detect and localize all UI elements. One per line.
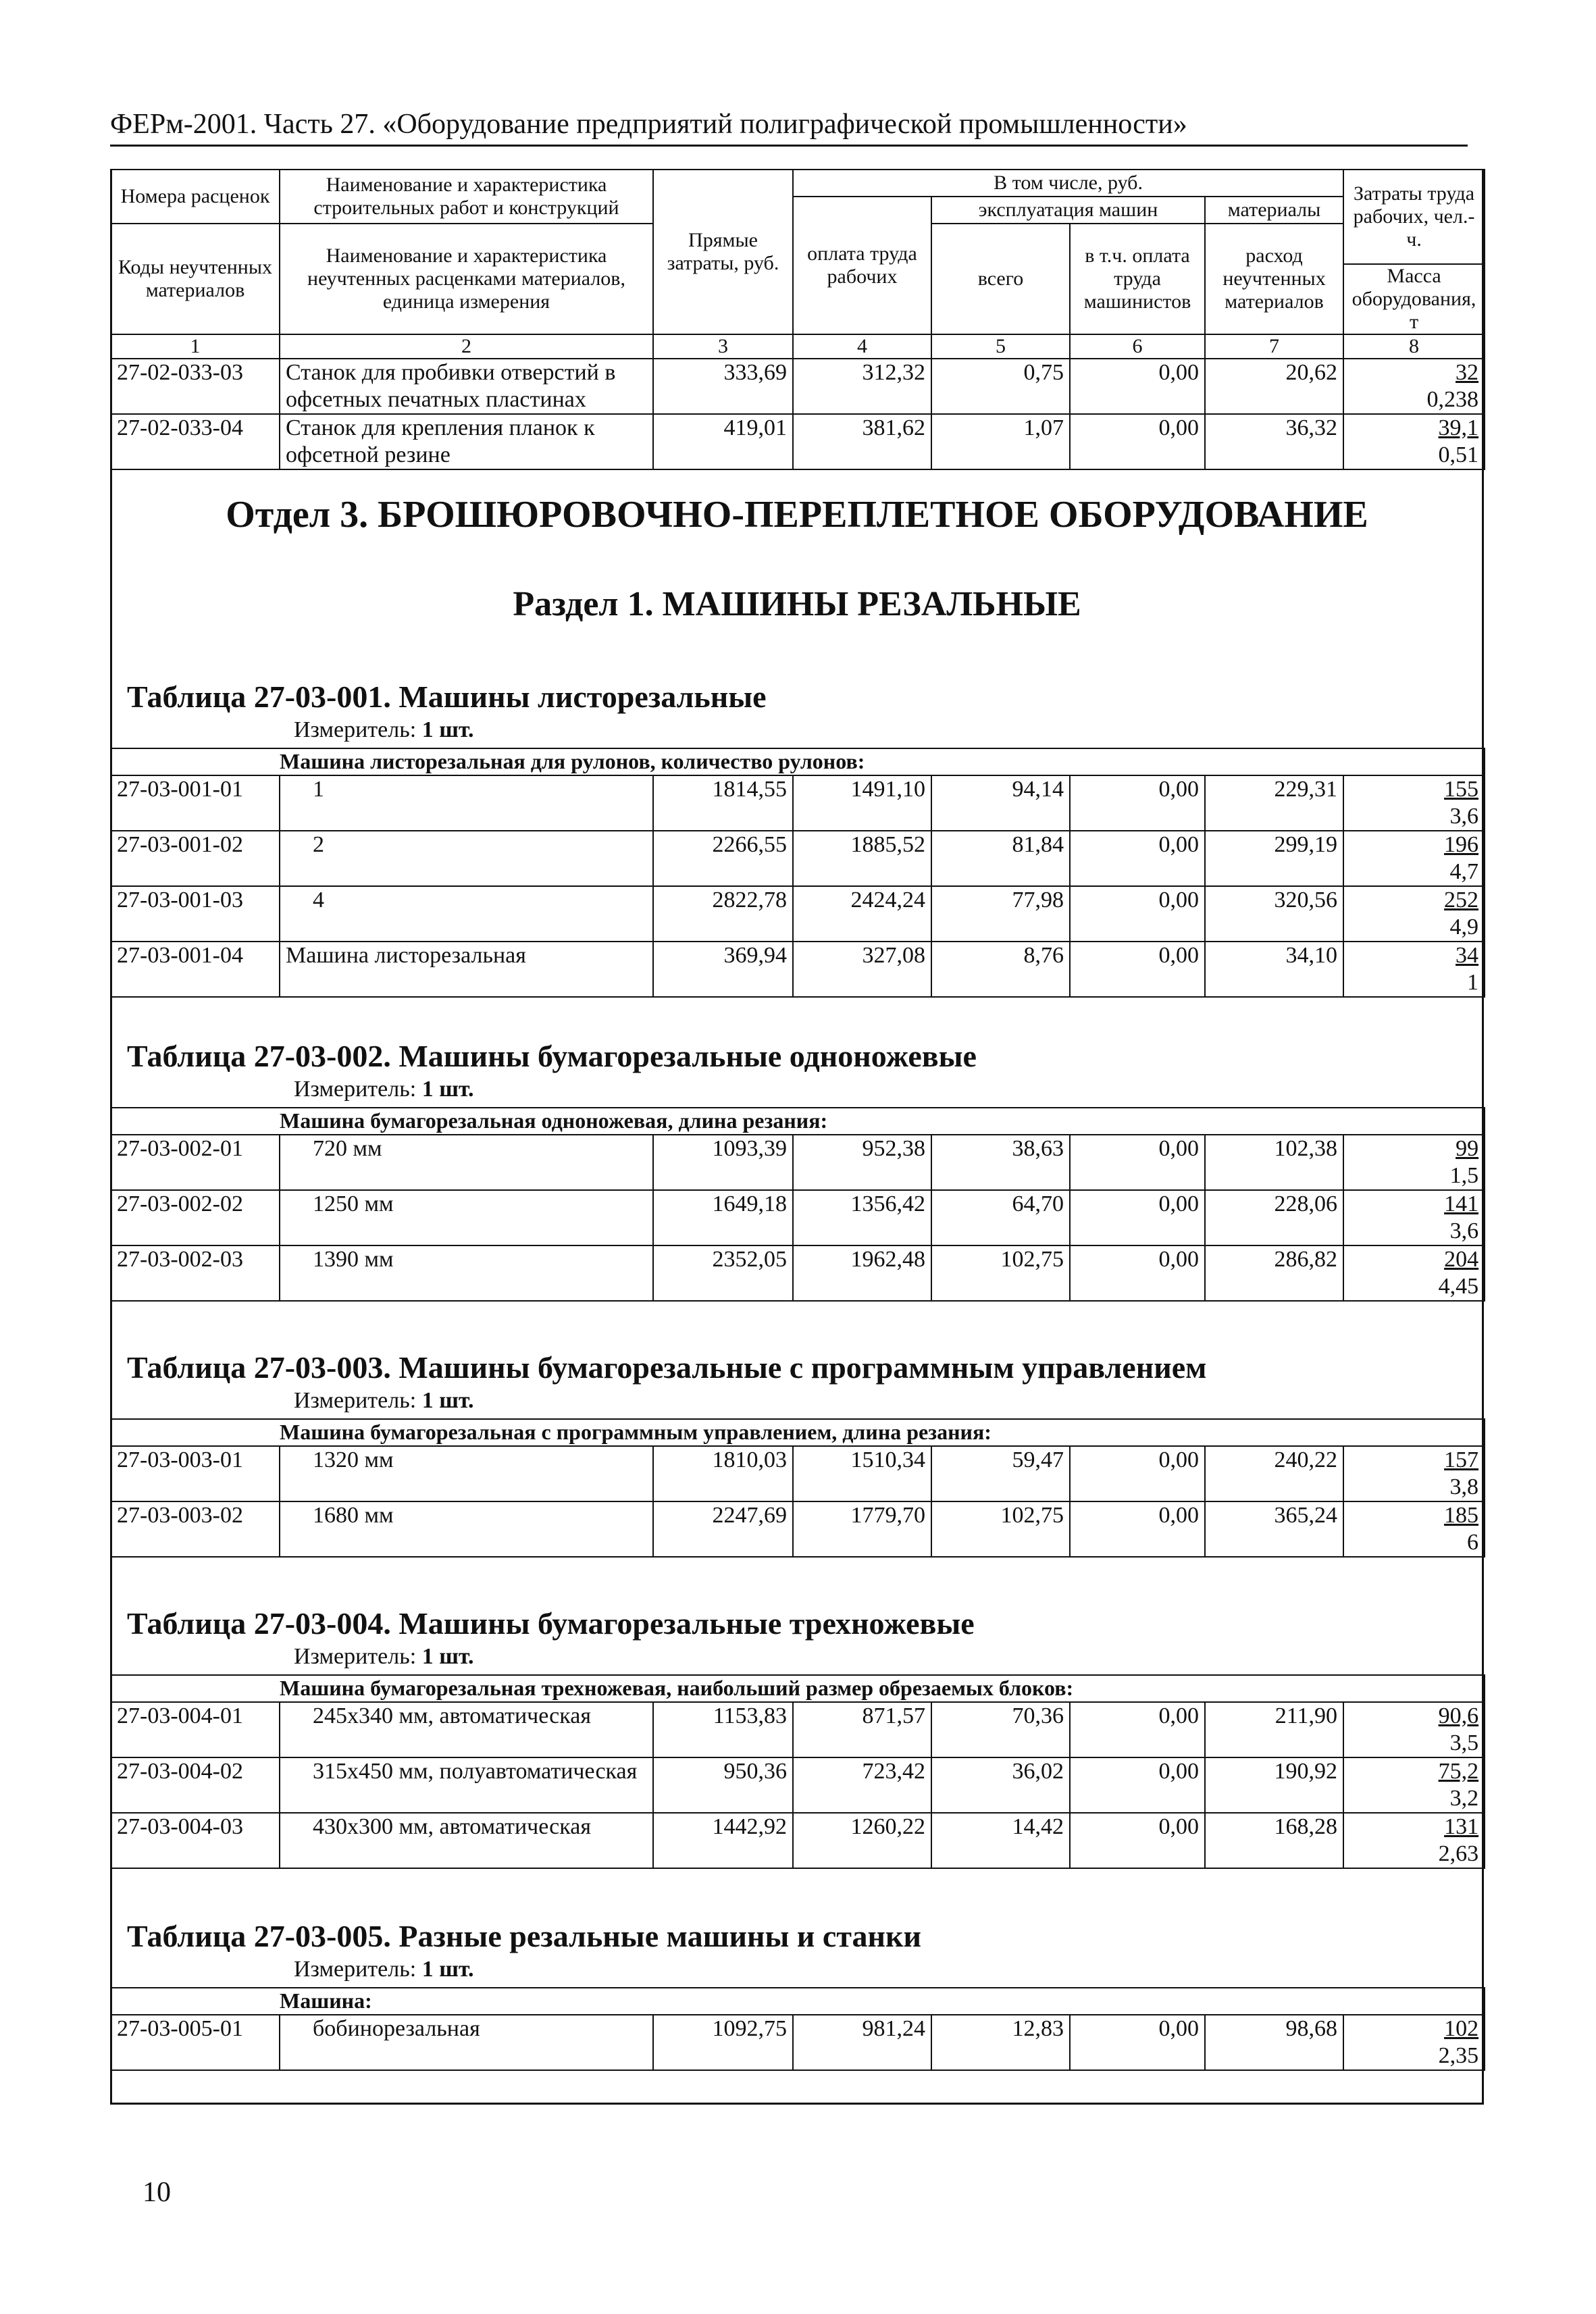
col2-top-header: Наименование и характеристика строительных работ и конструкций xyxy=(280,170,653,224)
direct-costs: 2266,55 xyxy=(653,831,793,886)
labor-pay: 1885,52 xyxy=(793,831,931,886)
labor-and-mass xyxy=(1343,1245,1485,1301)
work-name: 315х450 мм, полуавтоматическая xyxy=(280,1757,653,1813)
table-row xyxy=(111,886,1485,942)
caption-row xyxy=(111,1419,1485,1446)
direct-costs: 1153,83 xyxy=(653,1702,793,1757)
materials-cost: 240,22 xyxy=(1205,1446,1343,1501)
rate-code: 27-03-004-01 xyxy=(111,1702,280,1757)
machine-total: 8,76 xyxy=(931,942,1070,997)
table-row xyxy=(111,1702,1485,1757)
labor-hours: 252 xyxy=(1444,888,1479,912)
table-row xyxy=(111,1135,1485,1190)
table-row xyxy=(111,1245,1485,1301)
col2-bottom-header: Наименование и характеристика неучтенных расценками материалов, единица измерения xyxy=(280,224,653,334)
machinist-pay: 0,00 xyxy=(1070,1446,1205,1501)
labor-and-mass xyxy=(1343,942,1485,997)
rate-table xyxy=(110,1987,1485,2071)
column-number: 8 xyxy=(1343,334,1485,359)
measure-unit xyxy=(294,1388,474,1414)
labor-pay: 1962,48 xyxy=(793,1245,931,1301)
caption-spacer xyxy=(111,1675,280,1702)
table-caption: Машина листорезальная для рулонов, количество рулонов: xyxy=(280,748,1485,775)
col8-top-header: Затраты труда рабочих, чел.-ч. xyxy=(1343,170,1485,264)
labor-pay: 1260,22 xyxy=(793,1813,931,1868)
work-name: Станок для пробивки отверстий в офсетных печатных пластинах xyxy=(280,359,653,414)
table-caption: Машина бумагорезальная с программным управлением, длина резания: xyxy=(280,1419,1485,1446)
caption-row xyxy=(111,1108,1485,1135)
table-row xyxy=(111,1190,1485,1245)
rate-code: 27-03-002-01 xyxy=(111,1135,280,1190)
labor-hours: 141 xyxy=(1444,1191,1479,1216)
rate-table xyxy=(110,748,1485,998)
direct-costs: 333,69 xyxy=(653,359,793,414)
labor-pay: 2424,24 xyxy=(793,886,931,942)
materials-cost: 320,56 xyxy=(1205,886,1343,942)
machine-total: 94,14 xyxy=(931,775,1070,831)
machinist-pay: 0,00 xyxy=(1070,1190,1205,1245)
equipment-mass: 0,51 xyxy=(1438,442,1479,467)
labor-hours: 157 xyxy=(1444,1447,1479,1472)
direct-costs: 419,01 xyxy=(653,414,793,469)
work-name: 1680 мм xyxy=(280,1501,653,1557)
table-title: Таблица 27-03-004. Машины бумагорезальные трехножевые xyxy=(127,1606,975,1641)
labor-hours: 155 xyxy=(1444,777,1479,802)
column-numbers-row xyxy=(111,334,1485,359)
machine-total: 81,84 xyxy=(931,831,1070,886)
labor-and-mass xyxy=(1343,1501,1485,1557)
labor-pay: 1356,42 xyxy=(793,1190,931,1245)
table-title: Таблица 27-03-002. Машины бумагорезальные одноножевые xyxy=(127,1039,977,1073)
caption-spacer xyxy=(111,1419,280,1446)
labor-pay: 381,62 xyxy=(793,414,931,469)
labor-and-mass xyxy=(1343,1446,1485,1501)
direct-costs: 2822,78 xyxy=(653,886,793,942)
materials-cost: 229,31 xyxy=(1205,775,1343,831)
direct-costs: 1092,75 xyxy=(653,2015,793,2070)
work-name: 4 xyxy=(280,886,653,942)
labor-hours: 131 xyxy=(1444,1814,1479,1839)
labor-hours: 34 xyxy=(1456,943,1479,968)
labor-pay: 723,42 xyxy=(793,1757,931,1813)
rate-code: 27-02-033-04 xyxy=(111,414,280,469)
work-name: 1390 мм xyxy=(280,1245,653,1301)
rate-code: 27-03-001-04 xyxy=(111,942,280,997)
work-name: 1250 мм xyxy=(280,1190,653,1245)
table-row xyxy=(111,1446,1485,1501)
work-name: 1320 мм xyxy=(280,1446,653,1501)
equipment-mass: 2,35 xyxy=(1438,2043,1479,2068)
materials-cost: 299,19 xyxy=(1205,831,1343,886)
machine-total: 102,75 xyxy=(931,1501,1070,1557)
materials-cost: 168,28 xyxy=(1205,1813,1343,1868)
direct-costs: 1649,18 xyxy=(653,1190,793,1245)
machinist-pay: 0,00 xyxy=(1070,1757,1205,1813)
in-total-header: В том числе, руб. xyxy=(793,170,1343,197)
rate-table xyxy=(110,1674,1485,1869)
labor-pay: 1491,10 xyxy=(793,775,931,831)
caption-row xyxy=(111,748,1485,775)
column-number: 5 xyxy=(931,334,1070,359)
measure-value: 1 шт. xyxy=(421,1957,474,1982)
rate-code: 27-03-002-02 xyxy=(111,1190,280,1245)
division-title: Отдел 3. БРОШЮРОВОЧНО-ПЕРЕПЛЕТНОЕ ОБОРУДОВАНИЕ xyxy=(226,494,1368,536)
section-subtitle: Раздел 1. МАШИНЫ РЕЗАЛЬНЫЕ xyxy=(513,585,1081,623)
table-title: Таблица 27-03-005. Разные резальные машины и станки xyxy=(127,1919,921,1953)
materials-header: материалы xyxy=(1205,197,1343,224)
equipment-mass: 3,5 xyxy=(1449,1730,1479,1755)
materials-cost: 34,10 xyxy=(1205,942,1343,997)
equipment-mass: 3,8 xyxy=(1449,1474,1479,1499)
labor-and-mass xyxy=(1343,1702,1485,1757)
caption-row xyxy=(111,1675,1485,1702)
machine-total: 36,02 xyxy=(931,1757,1070,1813)
labor-pay: 871,57 xyxy=(793,1702,931,1757)
table-caption: Машина бумагорезальная трехножевая, наибольший размер обрезаемых блоков: xyxy=(280,1675,1485,1702)
measure-unit xyxy=(294,1957,474,1982)
direct-costs: 2352,05 xyxy=(653,1245,793,1301)
measure-value: 1 шт. xyxy=(421,1388,474,1413)
machine-total: 12,83 xyxy=(931,2015,1070,2070)
rate-code: 27-03-004-03 xyxy=(111,1813,280,1868)
table-row xyxy=(111,1757,1485,1813)
equipment-mass: 2,63 xyxy=(1438,1841,1479,1866)
materials-cost: 365,24 xyxy=(1205,1501,1343,1557)
machinist-pay: 0,00 xyxy=(1070,414,1205,469)
labor-and-mass xyxy=(1343,359,1485,414)
equipment-mass: 3,2 xyxy=(1449,1786,1479,1811)
labor-and-mass xyxy=(1343,2015,1485,2070)
machine-total: 102,75 xyxy=(931,1245,1070,1301)
labor-pay: 1779,70 xyxy=(793,1501,931,1557)
col1-bottom-header: Коды неучтенных материалов xyxy=(111,224,280,334)
materials-cost: 286,82 xyxy=(1205,1245,1343,1301)
labor-and-mass xyxy=(1343,1135,1485,1190)
col7-header: расход неучтенных материалов xyxy=(1205,224,1343,334)
measure-label: Измеритель: xyxy=(294,1644,417,1669)
labor-and-mass xyxy=(1343,831,1485,886)
machine-total: 14,42 xyxy=(931,1813,1070,1868)
machinist-pay: 0,00 xyxy=(1070,359,1205,414)
labor-pay: 327,08 xyxy=(793,942,931,997)
column-number: 3 xyxy=(653,334,793,359)
work-name: бобинорезальная xyxy=(280,2015,653,2070)
equipment-mass: 1,5 xyxy=(1449,1163,1479,1188)
labor-pay: 1510,34 xyxy=(793,1446,931,1501)
table-title: Таблица 27-03-003. Машины бумагорезальные с программным управлением xyxy=(127,1350,1207,1385)
machine-total: 70,36 xyxy=(931,1702,1070,1757)
labor-and-mass xyxy=(1343,886,1485,942)
exploitation-header: эксплуатация машин xyxy=(931,197,1205,224)
table-row xyxy=(111,414,1485,469)
equipment-mass: 3,6 xyxy=(1449,1218,1479,1243)
equipment-mass: 4,45 xyxy=(1438,1274,1479,1299)
machinist-pay: 0,00 xyxy=(1070,886,1205,942)
table-caption: Машина бумагорезальная одноножевая, длина резания: xyxy=(280,1108,1485,1135)
column-number: 4 xyxy=(793,334,931,359)
equipment-mass: 4,7 xyxy=(1449,859,1479,884)
rate-code: 27-03-003-02 xyxy=(111,1501,280,1557)
labor-and-mass xyxy=(1343,1813,1485,1868)
machinist-pay: 0,00 xyxy=(1070,942,1205,997)
materials-cost: 36,32 xyxy=(1205,414,1343,469)
rate-table xyxy=(110,1107,1485,1302)
table-caption: Машина: xyxy=(280,1988,1485,2015)
machinist-pay: 0,00 xyxy=(1070,1501,1205,1557)
materials-cost: 211,90 xyxy=(1205,1702,1343,1757)
equipment-mass: 3,6 xyxy=(1449,804,1479,829)
direct-costs: 2247,69 xyxy=(653,1501,793,1557)
caption-spacer xyxy=(111,1108,280,1135)
measure-value: 1 шт. xyxy=(421,1077,474,1102)
materials-cost: 20,62 xyxy=(1205,359,1343,414)
machine-total: 77,98 xyxy=(931,886,1070,942)
labor-and-mass xyxy=(1343,775,1485,831)
direct-costs: 1442,92 xyxy=(653,1813,793,1868)
column-number: 6 xyxy=(1070,334,1205,359)
labor-and-mass xyxy=(1343,1190,1485,1245)
direct-costs: 1814,55 xyxy=(653,775,793,831)
table-row xyxy=(111,2015,1485,2070)
machinist-pay: 0,00 xyxy=(1070,1135,1205,1190)
table-row xyxy=(111,359,1485,414)
page-header: ФЕРм-2001. Часть 27. «Оборудование предприятий полиграфической промышленности» xyxy=(110,108,1468,147)
work-name: Станок для крепления планок к офсетной резине xyxy=(280,414,653,469)
labor-hours: 102 xyxy=(1444,2016,1479,2041)
direct-costs: 369,94 xyxy=(653,942,793,997)
work-name: 245х340 мм, автоматическая xyxy=(280,1702,653,1757)
labor-hours: 90,6 xyxy=(1438,1703,1479,1728)
direct-costs: 950,36 xyxy=(653,1757,793,1813)
labor-hours: 204 xyxy=(1444,1247,1479,1272)
machinist-pay: 0,00 xyxy=(1070,1245,1205,1301)
table-row xyxy=(111,775,1485,831)
rate-code: 27-03-001-03 xyxy=(111,886,280,942)
labor-pay: 981,24 xyxy=(793,2015,931,2070)
column-number: 1 xyxy=(111,334,280,359)
rate-code: 27-03-001-02 xyxy=(111,831,280,886)
equipment-mass: 1 xyxy=(1467,970,1479,995)
caption-spacer xyxy=(111,748,280,775)
materials-cost: 190,92 xyxy=(1205,1757,1343,1813)
caption-row xyxy=(111,1988,1485,2015)
rate-code: 27-03-004-02 xyxy=(111,1757,280,1813)
equipment-mass: 0,238 xyxy=(1426,387,1479,412)
measure-label: Измеритель: xyxy=(294,1388,417,1413)
measure-value: 1 шт. xyxy=(421,717,474,742)
rate-code: 27-03-005-01 xyxy=(111,2015,280,2070)
page-number: 10 xyxy=(143,2177,171,2208)
labor-hours: 32 xyxy=(1456,360,1479,385)
rate-table xyxy=(110,1418,1485,1558)
machinist-pay: 0,00 xyxy=(1070,775,1205,831)
table-row xyxy=(111,1813,1485,1868)
rate-code: 27-02-033-03 xyxy=(111,359,280,414)
column-number: 2 xyxy=(280,334,653,359)
labor-pay: 952,38 xyxy=(793,1135,931,1190)
rate-code: 27-03-003-01 xyxy=(111,1446,280,1501)
work-name: Машина листорезальная xyxy=(280,942,653,997)
table-row xyxy=(111,942,1485,997)
col3-header: Прямые затраты, руб. xyxy=(653,170,793,334)
machine-total: 59,47 xyxy=(931,1446,1070,1501)
col1-top-header: Номера расценок xyxy=(111,170,280,224)
labor-hours: 75,2 xyxy=(1438,1759,1479,1784)
measure-unit xyxy=(294,1077,474,1102)
col6-header: в т.ч. оплата труда машинистов xyxy=(1070,224,1205,334)
work-name: 720 мм xyxy=(280,1135,653,1190)
machine-total: 64,70 xyxy=(931,1190,1070,1245)
labor-hours: 99 xyxy=(1456,1136,1479,1161)
work-name: 430х300 мм, автоматическая xyxy=(280,1813,653,1868)
measure-label: Измеритель: xyxy=(294,1957,417,1982)
caption-spacer xyxy=(111,1988,280,2015)
machinist-pay: 0,00 xyxy=(1070,1702,1205,1757)
machine-total: 38,63 xyxy=(931,1135,1070,1190)
measure-value: 1 шт. xyxy=(421,1644,474,1669)
direct-costs: 1810,03 xyxy=(653,1446,793,1501)
machine-total: 1,07 xyxy=(931,414,1070,469)
measure-unit xyxy=(294,717,474,743)
machine-total: 0,75 xyxy=(931,359,1070,414)
column-header-table xyxy=(110,169,1485,470)
direct-costs: 1093,39 xyxy=(653,1135,793,1190)
equipment-mass: 4,9 xyxy=(1449,915,1479,940)
labor-pay: 312,32 xyxy=(793,359,931,414)
work-name: 1 xyxy=(280,775,653,831)
rate-code: 27-03-002-03 xyxy=(111,1245,280,1301)
measure-label: Измеритель: xyxy=(294,717,417,742)
materials-cost: 98,68 xyxy=(1205,2015,1343,2070)
machinist-pay: 0,00 xyxy=(1070,1813,1205,1868)
labor-hours: 196 xyxy=(1444,832,1479,857)
equipment-mass: 6 xyxy=(1467,1530,1479,1555)
col5-header: всего xyxy=(931,224,1070,334)
measure-label: Измеритель: xyxy=(294,1077,417,1102)
machinist-pay: 0,00 xyxy=(1070,2015,1205,2070)
labor-and-mass xyxy=(1343,1757,1485,1813)
machinist-pay: 0,00 xyxy=(1070,831,1205,886)
labor-hours: 185 xyxy=(1444,1503,1479,1528)
column-number: 7 xyxy=(1205,334,1343,359)
rate-code: 27-03-001-01 xyxy=(111,775,280,831)
labor-and-mass xyxy=(1343,414,1485,469)
measure-unit xyxy=(294,1644,474,1670)
work-name: 2 xyxy=(280,831,653,886)
materials-cost: 228,06 xyxy=(1205,1190,1343,1245)
table-row xyxy=(111,1501,1485,1557)
table-row xyxy=(111,831,1485,886)
labor-hours: 39,1 xyxy=(1438,415,1479,440)
col4-header: оплата труда рабочих xyxy=(793,197,931,334)
materials-cost: 102,38 xyxy=(1205,1135,1343,1190)
table-title: Таблица 27-03-001. Машины листорезальные xyxy=(127,679,767,714)
col8-bottom-header: Масса оборудования, т xyxy=(1343,264,1485,334)
